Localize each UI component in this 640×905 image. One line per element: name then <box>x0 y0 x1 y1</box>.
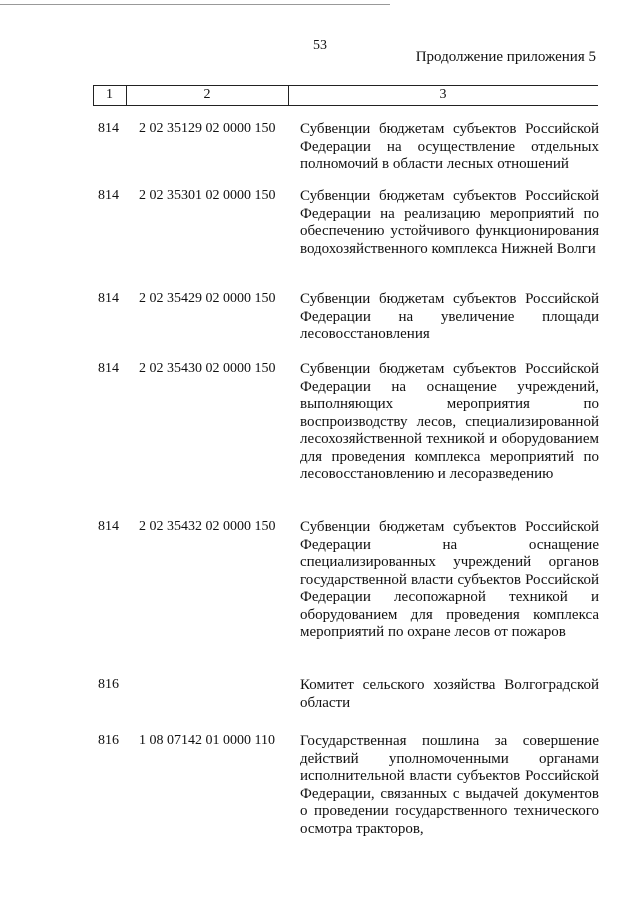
header-col-2: 2 <box>203 87 211 102</box>
admin-code: 814 <box>98 291 119 306</box>
header-col-3: 3 <box>439 87 447 102</box>
admin-code: 814 <box>98 121 119 136</box>
budget-code: 2 02 35429 02 0000 150 <box>139 291 276 306</box>
admin-code: 814 <box>98 519 119 534</box>
admin-code: 814 <box>98 361 119 376</box>
table-header-border <box>93 105 598 106</box>
scan-top-rule <box>0 4 390 5</box>
row-description: Субвенции бюджетам субъектов Российской Федерации на реализацию мероприятий по обеспечению устойчивого функционирования водохозяйственного комплекса Нижней Волги <box>300 188 599 257</box>
row-description: Субвенции бюджетам субъектов Российской Федерации на увеличение площади лесовосстановления <box>300 291 599 342</box>
page-number: 53 <box>313 38 327 53</box>
budget-code: 1 08 07142 01 0000 110 <box>139 733 275 748</box>
budget-code: 2 02 35432 02 0000 150 <box>139 519 276 534</box>
continuation-caption: Продолжение приложения 5 <box>415 49 596 65</box>
row-description: Субвенции бюджетам субъектов Российской Федерации на оснащение учреждений, выполняющих мероприятия по воспроизводству лесов, специализированной лесохозяйственной техникой и оборудованием для проведения комплекса мероприятий по лесовосстановлению и лесоразведению <box>300 361 599 482</box>
row-description: Государственная пошлина за совершение действий уполномоченными органами исполнительной власти субъектов Российской Федерации, связанных с выдачей документов о проведении государственного технического осмотра тракторов, <box>300 733 599 837</box>
admin-code: 816 <box>98 733 119 748</box>
admin-code: 816 <box>98 677 119 692</box>
row-description: Субвенции бюджетам субъектов Российской Федерации на оснащение специализированных учреждений органов государственной власти субъектов Российской Федерации лесопожарной техникой и оборудованием для проведения комплекса мероприятий по охране лесов от пожаров <box>300 519 599 640</box>
table-top-border <box>93 85 598 86</box>
budget-code: 2 02 35129 02 0000 150 <box>139 121 276 136</box>
row-description: Комитет сельского хозяйства Волгоградской области <box>300 677 599 711</box>
admin-code: 814 <box>98 188 119 203</box>
budget-code: 2 02 35430 02 0000 150 <box>139 361 276 376</box>
budget-code: 2 02 35301 02 0000 150 <box>139 188 276 203</box>
row-description: Субвенции бюджетам субъектов Российской Федерации на осуществление отдельных полномочий в области лесных отношений <box>300 121 599 172</box>
header-col-1: 1 <box>106 87 113 102</box>
